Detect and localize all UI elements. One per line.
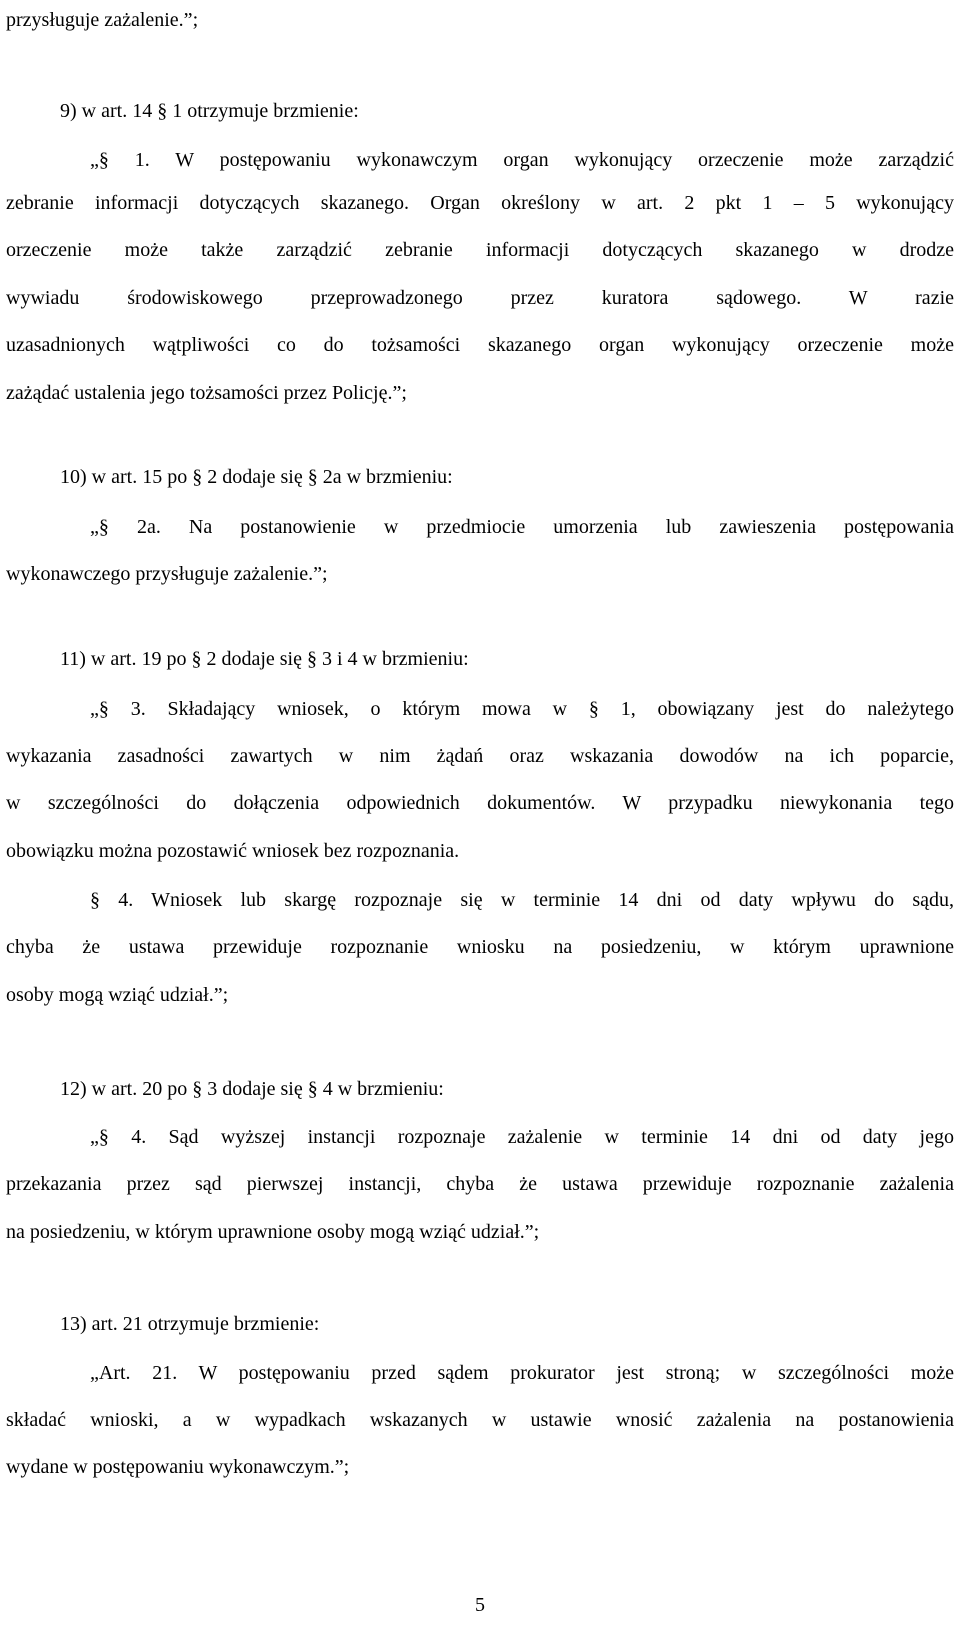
text-line: „Art. 21. W postępowaniu przed sądem prokurator jest stroną; w szczególności może <box>90 1362 954 1384</box>
text-line: osoby mogą wziąć udział.”; <box>6 984 229 1006</box>
text-line: „§ 4. Sąd wyższej instancji rozpoznaje zażalenie w terminie 14 dni od daty jego <box>90 1126 954 1148</box>
text-line: chyba że ustawa przewiduje rozpoznanie wniosku na posiedzeniu, w którym uprawnione <box>6 936 954 958</box>
text-line: wydane w postępowaniu wykonawczym.”; <box>6 1456 350 1478</box>
text-line: § 4. Wniosek lub skargę rozpoznaje się w terminie 14 dni od daty wpływu do sądu, <box>90 889 954 911</box>
text-line: wywiadu środowiskowego przeprowadzonego przez kuratora sądowego. W razie <box>6 287 954 309</box>
text-line: „§ 2a. Na postanowienie w przedmiocie umorzenia lub zawieszenia postępowania <box>90 516 954 538</box>
text-line: uzasadnionych wątpliwości co do tożsamości skazanego organ wykonujący orzeczenie może <box>6 334 954 356</box>
text-line: „§ 3. Składający wniosek, o którym mowa w § 1, obowiązany jest do należytego <box>90 698 954 720</box>
text-line: 13) art. 21 otrzymuje brzmienie: <box>60 1313 320 1335</box>
text-line: orzeczenie może także zarządzić zebranie informacji dotyczących skazanego w drodze <box>6 239 954 261</box>
page-number: 5 <box>475 1594 485 1616</box>
text-line: przekazania przez sąd pierwszej instancji, chyba że ustawa przewiduje rozpoznanie zażalenia <box>6 1173 954 1195</box>
text-line: składać wnioski, a w wypadkach wskazanych w ustawie wnosić zażalenia na postanowienia <box>6 1409 954 1431</box>
text-line: zebranie informacji dotyczących skazanego. Organ określony w art. 2 pkt 1 – 5 wykonujący <box>6 192 954 214</box>
text-line: 9) w art. 14 § 1 otrzymuje brzmienie: <box>60 100 359 122</box>
text-line: obowiązku można pozostawić wniosek bez rozpoznania. <box>6 840 460 862</box>
text-line: 11) w art. 19 po § 2 dodaje się § 3 i 4 w brzmieniu: <box>60 648 469 670</box>
text-line: 10) w art. 15 po § 2 dodaje się § 2a w brzmieniu: <box>60 466 453 488</box>
text-line: przysługuje zażalenie.”; <box>6 9 199 31</box>
text-line: na posiedzeniu, w którym uprawnione osoby mogą wziąć udział.”; <box>6 1221 540 1243</box>
text-line: „§ 1. W postępowaniu wykonawczym organ wykonujący orzeczenie może zarządzić <box>90 149 954 171</box>
text-line: wykonawczego przysługuje zażalenie.”; <box>6 563 328 585</box>
text-line: w szczególności do dołączenia odpowiednich dokumentów. W przypadku niewykonania tego <box>6 792 954 814</box>
text-line: 12) w art. 20 po § 3 dodaje się § 4 w brzmieniu: <box>60 1078 444 1100</box>
text-line: zażądać ustalenia jego tożsamości przez Policję.”; <box>6 382 407 404</box>
text-line: wykazania zasadności zawartych w nim żądań oraz wskazania dowodów na ich poparcie, <box>6 745 954 767</box>
